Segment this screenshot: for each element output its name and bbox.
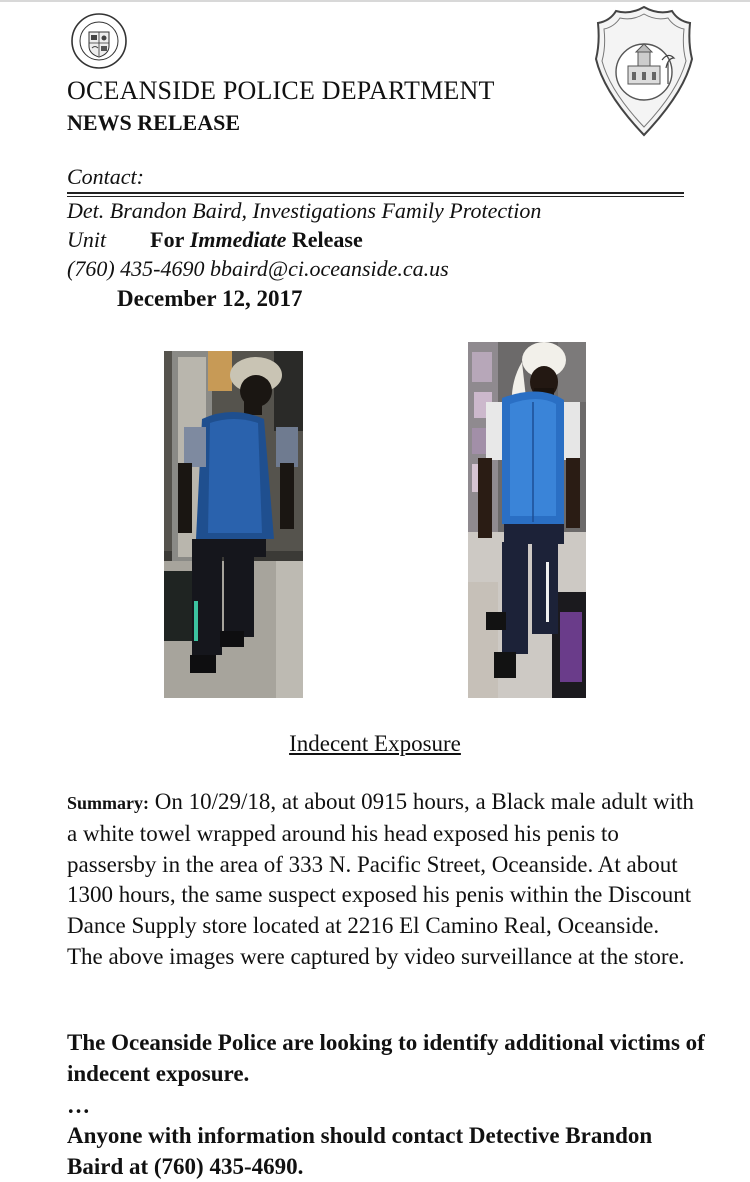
- contact-request-text: Anyone with information should contact Detective Brandon Baird at (760) 435-4690.: [67, 1123, 653, 1179]
- department-name: OCEANSIDE POLICE DEPARTMENT: [67, 76, 495, 105]
- contact-label: Contact:: [67, 164, 144, 189]
- top-border: [0, 0, 750, 2]
- contact-name: Det. Brandon Baird, Investigations Family Protection: [67, 198, 542, 223]
- contact-phone-email: (760) 435-4690 bbaird@ci.oceanside.ca.us: [67, 256, 449, 281]
- release-label: Release: [291, 227, 363, 252]
- summary-paragraph: [67, 787, 697, 973]
- surveillance-photo-store: [468, 342, 586, 698]
- ellipsis: …: [67, 1093, 90, 1118]
- police-badge-icon: [594, 4, 694, 138]
- appeal-text: The Oceanside Police are looking to identify additional victims of indecent exposure.: [67, 1030, 705, 1086]
- divider-thin: [67, 196, 684, 197]
- release-date: December 12, 2017: [117, 286, 303, 311]
- summary-text: On 10/29/18, at about 0915 hours, a Black male adult with a white towel wrapped around his head exposed his penis to passersby in the area of 333 N. Pacific Street, Oceanside. At about 1300 hours, the same suspect exposed his penis within the Discount Dance Supply store located at 2216 El Camino Real, Oceanside. The above images were captured by video surveillance at the store.: [67, 789, 694, 969]
- contact-unit-line: [67, 227, 363, 253]
- article-heading: [0, 731, 750, 757]
- article-heading-text: Indecent Exposure: [289, 731, 461, 756]
- immediate-label: Immediate: [189, 227, 287, 252]
- summary-label: Summary:: [67, 793, 149, 813]
- release-type: NEWS RELEASE: [67, 110, 241, 135]
- divider: [67, 192, 684, 194]
- for-label: For: [150, 227, 185, 252]
- city-seal-icon: [70, 12, 128, 70]
- surveillance-photo-entrance: [164, 351, 303, 698]
- contact-unit: Unit: [67, 227, 107, 252]
